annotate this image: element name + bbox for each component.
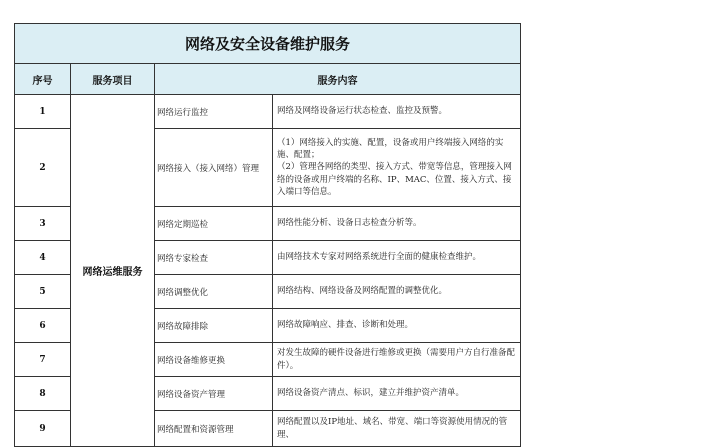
- row-content: [273, 275, 521, 309]
- row-content: [273, 241, 521, 275]
- row-content: [273, 343, 521, 377]
- row-content: [273, 129, 521, 207]
- row-item: 网络设备维修更换: [155, 343, 273, 377]
- content-line: 网络设备资产清点、标识，建立并维护资产清单。: [277, 388, 465, 399]
- content-line: 网络故障响应、排查、诊断和处理。: [277, 320, 414, 331]
- row-seq: 2: [15, 129, 71, 207]
- table-row: [15, 95, 521, 129]
- header-item: 服务项目: [71, 64, 155, 95]
- row-content: [273, 207, 521, 241]
- row-item: 网络接入（接入网络）管理: [155, 129, 273, 207]
- content-line: 网络结构、网络设备及网络配置的调整优化。: [277, 286, 448, 297]
- content-line: 网络性能分析、设备日志检查分析等。: [277, 218, 422, 229]
- header-content: 服务内容: [155, 64, 521, 95]
- row-seq: 3: [15, 207, 71, 241]
- row-seq: 4: [15, 241, 71, 275]
- content-line: 网络及网络设备运行状态检查、监控及预警。: [277, 106, 448, 117]
- row-item: 网络设备资产管理: [155, 377, 273, 411]
- row-seq: 1: [15, 95, 71, 129]
- table-title: 网络及安全设备维护服务: [15, 24, 521, 64]
- row-item: 网络运行监控: [155, 95, 273, 129]
- content-line: （1）网络接入的实施、配置，设备或用户终端接入网络的实施、配置；: [277, 137, 504, 161]
- row-content: [273, 411, 521, 447]
- row-content: [273, 95, 521, 129]
- row-seq: 6: [15, 309, 71, 343]
- row-content: [273, 309, 521, 343]
- content-line: 由网络技术专家对网络系统进行全面的健康检查维护。: [277, 252, 482, 263]
- row-item: 网络定期巡检: [155, 207, 273, 241]
- content-line: （2）管理各网络的类型、接入方式、带宽等信息，管理接入网络的设备或用户终端的名称、IP、MAC、位置、接入方式、接入端口等信息。: [277, 162, 512, 197]
- row-item: 网络故障排除: [155, 309, 273, 343]
- service-table-sheet: [14, 23, 520, 447]
- row-seq: 7: [15, 343, 71, 377]
- row-item: 网络调整优化: [155, 275, 273, 309]
- header-seq: 序号: [15, 64, 71, 95]
- row-content: [273, 377, 521, 411]
- content-line: 网络配置以及IP地址、域名、带宽、端口等资源使用情况的管理、: [277, 417, 508, 440]
- row-seq: 9: [15, 411, 71, 447]
- row-seq: 8: [15, 377, 71, 411]
- content-line: 对发生故障的硬件设备进行维修或更换（需要用户方自行准备配件）。: [277, 348, 516, 371]
- service-table: [14, 23, 521, 447]
- row-item: 网络专家检查: [155, 241, 273, 275]
- row-seq: 5: [15, 275, 71, 309]
- category-cell: 网络运维服务: [71, 95, 155, 447]
- row-item: 网络配置和资源管理: [155, 411, 273, 447]
